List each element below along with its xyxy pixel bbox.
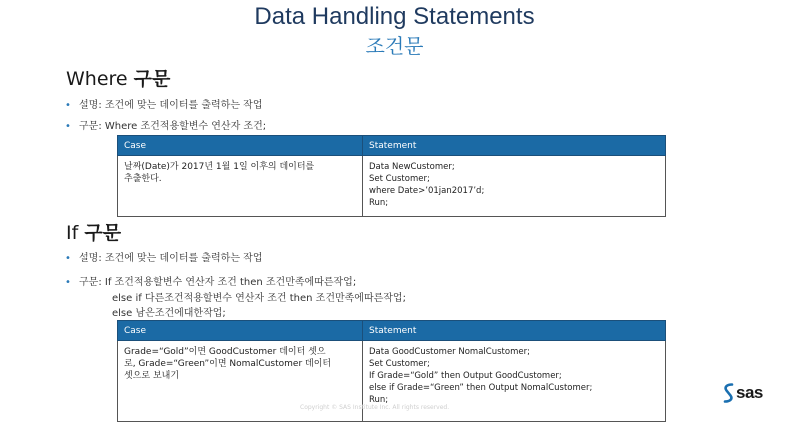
copyright-text: Copyright © SAS Institute Inc. All rights reserved. (300, 404, 450, 411)
bullet-text: 구문: Where 조건적용할변수 연산자 조건; (79, 121, 267, 132)
sas-logo-text: sas (736, 383, 763, 402)
table-header-row (118, 321, 666, 341)
if-heading-bold: 구문 (84, 222, 122, 244)
column-header-case: Case (118, 321, 363, 341)
slide-title: Data Handling Statements (254, 3, 535, 30)
where-table (117, 135, 666, 217)
if-bullet-description (65, 252, 262, 266)
if-heading (66, 221, 121, 245)
statement-cell: Data GoodCustomer NomalCustomer; Set Customer; If Grade=“Gold” then Output GoodCustomer; else if Grade=“Green” then Output NomalCustomer; Run; (363, 341, 666, 422)
if-syntax-else: else 남은조건에대한작업; (112, 308, 226, 319)
where-heading-bold: 구문 (133, 68, 171, 90)
column-header-case: Case (118, 136, 363, 156)
bullet-text: 구문: If 조건적용할변수 연산자 조건 then 조건만족에따른작업; (79, 277, 357, 288)
case-cell: 날짜(Date)가 2017년 1월 1일 이후의 데이터를 추출한다. (118, 156, 363, 217)
slide-subtitle: 조건문 (365, 34, 424, 58)
where-heading-prefix: Where (66, 68, 128, 90)
bullet-dot-icon: • (65, 277, 71, 288)
where-heading (66, 67, 170, 91)
bullet-text: 설명: 조건에 맞는 데이터를 출력하는 작업 (79, 100, 263, 111)
if-syntax-else-if: else if 다른조건적용할변수 연산자 조건 then 조건만족에따른작업; (112, 293, 406, 304)
if-heading-prefix: If (66, 222, 79, 244)
case-cell: Grade=“Gold”이면 GoodCustomer 데이터 셋으 로, Grade=“Green”이면 NomalCustomer 데이터 셋으로 보내기 (118, 341, 363, 422)
where-bullet-description (65, 99, 262, 113)
column-header-statement: Statement (363, 136, 666, 156)
bullet-text: 설명: 조건에 맞는 데이터를 출력하는 작업 (79, 253, 263, 264)
bullet-dot-icon: • (65, 100, 71, 111)
bullet-dot-icon: • (65, 121, 71, 132)
table-row (118, 156, 666, 217)
column-header-statement: Statement (363, 321, 666, 341)
table-header-row (118, 136, 666, 156)
sas-logo (722, 383, 763, 403)
statement-cell: Data NewCustomer; Set Customer; where Date>’01jan2017’d; Run; (363, 156, 666, 217)
sas-logo-icon (722, 383, 735, 403)
bullet-dot-icon: • (65, 253, 71, 264)
if-bullet-syntax (65, 276, 356, 290)
where-bullet-syntax (65, 120, 266, 134)
